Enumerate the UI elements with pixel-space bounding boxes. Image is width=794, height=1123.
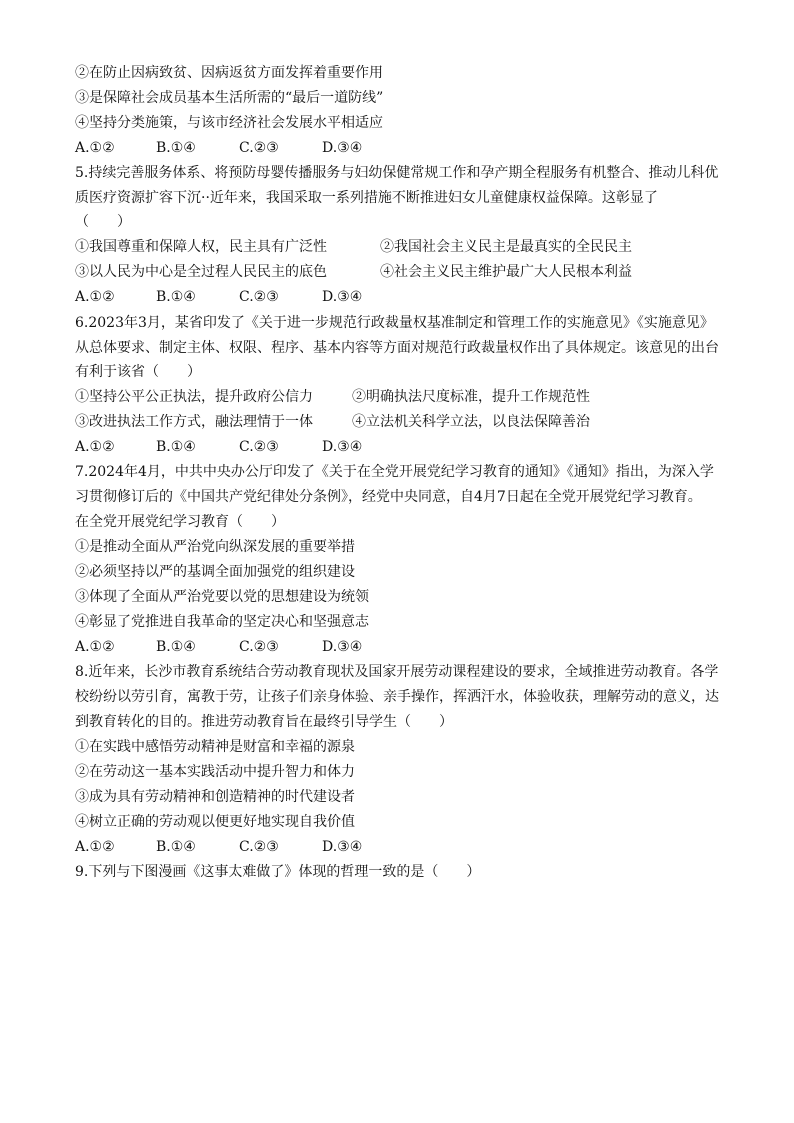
q5-answer-d: D.③④ bbox=[322, 289, 363, 305]
q8-answer-d: D.③④ bbox=[322, 839, 363, 855]
q8-item-4: ④树立正确的劳动观以便更好地实现自我价值 bbox=[75, 814, 355, 830]
prev-option-3: ③是保障社会成员基本生活所需的“最后一道防线” bbox=[75, 90, 384, 106]
q6-item-3: ③改进执法工作方式，融法理情于一体 bbox=[75, 414, 313, 430]
q6-stem-line-2: 从总体要求、制定主体、权限、程序、基本内容等方面对规范行政裁量权作出了具体规定。该意见的出台 bbox=[75, 340, 719, 356]
q5-item-2: ②我国社会主义民主是最真实的全民民主 bbox=[380, 239, 632, 255]
q7-answer-a: A.①② bbox=[75, 639, 115, 655]
q8-item-1: ①在实践中感悟劳动精神是财富和幸福的源泉 bbox=[75, 739, 355, 755]
q7-stem-line-1: 7.2024年4月，中共中央办公厅印发了《关于在全党开展党纪学习教育的通知》《通知》指出，为深入学 bbox=[75, 464, 714, 480]
q7-item-1: ①是推动全面从严治党向纵深发展的重要举措 bbox=[75, 539, 355, 555]
prev-option-2: ②在防止因病致贫、因病返贫方面发挥着重要作用 bbox=[75, 65, 383, 81]
q8-item-3: ③成为具有劳动精神和创造精神的时代建设者 bbox=[75, 789, 355, 805]
q8-stem-line-2: 校纷纷以劳引育，寓教于劳，让孩子们亲身体验、亲手操作，挥洒汗水，体验收获，理解劳动的意义，达 bbox=[75, 689, 719, 705]
q5-answer-b: B.①④ bbox=[156, 289, 196, 305]
q7-answer-b: B.①④ bbox=[156, 639, 196, 655]
q6-answer-c: C.②③ bbox=[239, 439, 279, 455]
q7-item-4: ④彰显了党推进自我革命的坚定决心和坚强意志 bbox=[75, 614, 369, 630]
q6-answer-a: A.①② bbox=[75, 439, 115, 455]
q6-item-1: ①坚持公平公正执法，提升政府公信力 bbox=[75, 389, 313, 405]
q8-item-2: ②在劳动这一基本实践活动中提升智力和体力 bbox=[75, 764, 355, 780]
prev-answer-c: C.②③ bbox=[239, 140, 279, 156]
prev-answer-b: B.①④ bbox=[156, 140, 196, 156]
q5-answer-c: C.②③ bbox=[239, 289, 279, 305]
q6-stem-line-3: 有利于该省（ ） bbox=[75, 364, 201, 380]
q8-answer-a: A.①② bbox=[75, 839, 115, 855]
q5-stem-line-2: 质医疗资源扩容下沉··近年来，我国采取一系列措施不断推进妇女儿童健康权益保障。这彰显了 bbox=[75, 190, 658, 206]
prev-option-4: ④坚持分类施策，与该市经济社会发展水平相适应 bbox=[75, 115, 383, 131]
q6-stem-line-1: 6.2023年3月，某省印发了《关于进一步规范行政裁量权基准制定和管理工作的实施意见》《实施意见》 bbox=[75, 315, 714, 331]
q9-stem-line-1: 9.下列与下图漫画《这事太难做了》体现的哲理一致的是（ ） bbox=[75, 864, 481, 880]
prev-answer-a: A.①② bbox=[75, 140, 115, 156]
q5-item-1: ①我国尊重和保障人权，民主具有广泛性 bbox=[75, 239, 327, 255]
prev-answer-d: D.③④ bbox=[322, 140, 363, 156]
q6-item-4: ④立法机关科学立法，以良法保障善治 bbox=[352, 414, 590, 430]
q7-answer-d: D.③④ bbox=[322, 639, 363, 655]
q5-stem-line-1: 5.持续完善服务体系、将预防母婴传播服务与妇幼保健常规工作和孕产期全程服务有机整合、推动儿科优 bbox=[75, 165, 719, 181]
q5-stem-line-3: （ ） bbox=[75, 214, 131, 230]
q7-item-3: ③体现了全面从严治党要以党的思想建设为统领 bbox=[75, 589, 369, 605]
q8-answer-b: B.①④ bbox=[156, 839, 196, 855]
q6-answer-b: B.①④ bbox=[156, 439, 196, 455]
q7-item-2: ②必须坚持以严的基调全面加强党的组织建设 bbox=[75, 564, 355, 580]
q5-item-3: ③以人民为中心是全过程人民民主的底色 bbox=[75, 264, 327, 280]
q5-answer-a: A.①② bbox=[75, 289, 115, 305]
q8-stem-line-3: 到教育转化的目的。推进劳动教育旨在最终引导学生（ ） bbox=[75, 714, 453, 730]
q7-stem-line-2: 习贯彻修订后的《中国共产党纪律处分条例》，经党中央同意，自4月7日起在全党开展党纪学习教育。 bbox=[75, 489, 702, 505]
q7-answer-c: C.②③ bbox=[239, 639, 279, 655]
q8-answer-c: C.②③ bbox=[239, 839, 279, 855]
q8-stem-line-1: 8.近年来，长沙市教育系统结合劳动教育现状及国家开展劳动课程建设的要求，全域推进劳动教育。各学 bbox=[75, 664, 719, 680]
q6-answer-d: D.③④ bbox=[322, 439, 363, 455]
q6-item-2: ②明确执法尺度标准，提升工作规范性 bbox=[352, 389, 590, 405]
q5-item-4: ④社会主义民主维护最广大人民根本利益 bbox=[380, 264, 632, 280]
q7-stem-line-3: 在全党开展党纪学习教育（ ） bbox=[75, 514, 285, 530]
